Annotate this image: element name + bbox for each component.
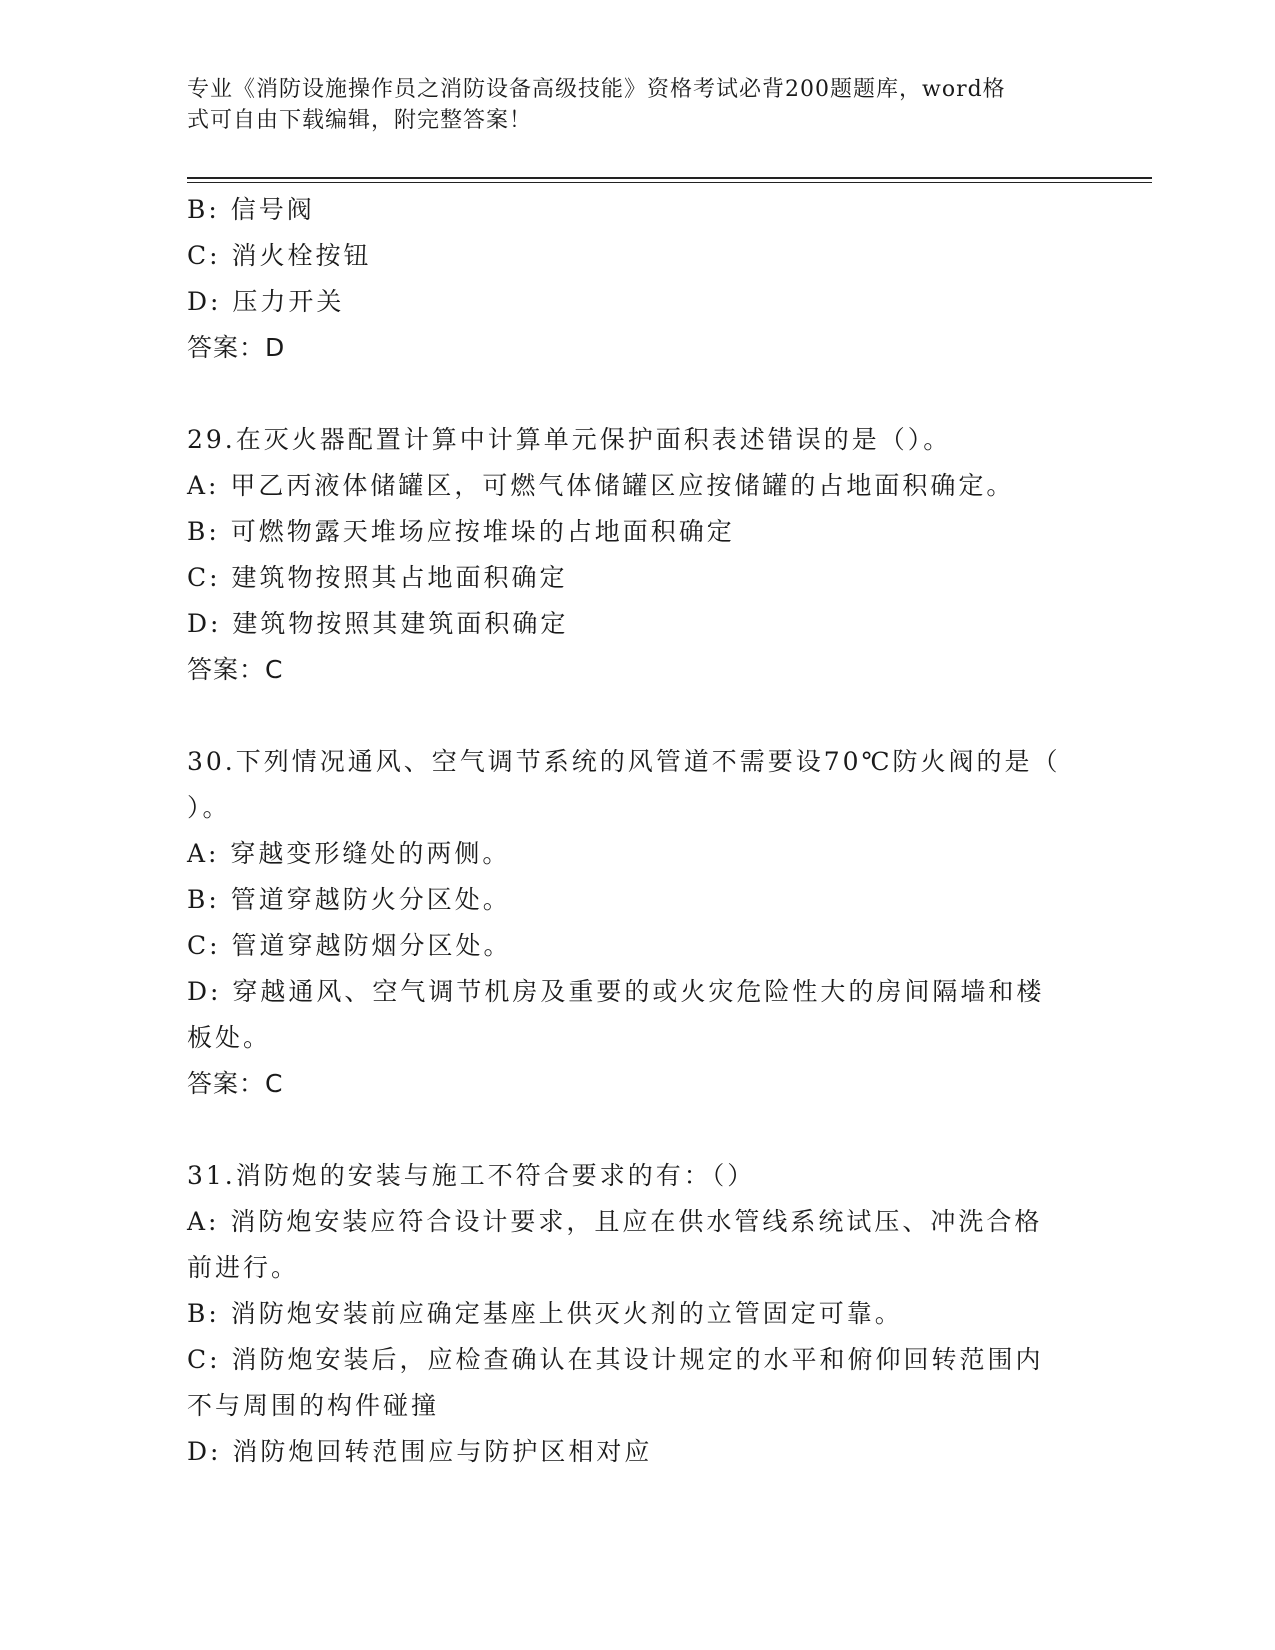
header-rule-thick	[187, 177, 1152, 179]
option-b: B: 消防炮安装前应确定基座上供灭火剂的立管固定可靠。	[187, 1299, 903, 1328]
document-header	[187, 74, 1067, 136]
option-c: C: 消防炮安装后，应检查确认在其设计规定的水平和俯仰回转范围内	[187, 1345, 1044, 1374]
header-line-1: 专业《消防设施操作员之消防设备高级技能》资格考试必背200题题库，word格	[187, 77, 1006, 102]
question-text-cont: ）。	[187, 793, 231, 822]
option-d: D: 建筑物按照其建筑面积确定	[187, 609, 569, 638]
spacer	[187, 693, 1077, 739]
question-31	[187, 1153, 1077, 1475]
option-b: B: 信号阀	[187, 195, 315, 224]
spacer	[187, 371, 1077, 417]
header-line-2: 式可自由下载编辑，附完整答案！	[187, 108, 533, 133]
option-a: A: 消防炮安装应符合设计要求，且应在供水管线系统试压、冲洗合格	[187, 1207, 1043, 1236]
question-text: 30.下列情况通风、空气调节系统的风管道不需要设70℃防火阀的是（	[187, 747, 1061, 776]
question-29	[187, 417, 1077, 693]
question-text: 29.在灭火器配置计算中计算单元保护面积表述错误的是（）。	[187, 425, 952, 454]
question-30	[187, 739, 1077, 1107]
option-d: D: 穿越通风、空气调节机房及重要的或火灾危险性大的房间隔墙和楼	[187, 977, 1045, 1006]
answer: 答案：C	[187, 1069, 284, 1098]
option-a: A: 穿越变形缝处的两侧。	[187, 839, 511, 868]
option-c: C: 管道穿越防烟分区处。	[187, 931, 512, 960]
question-28-tail	[187, 187, 1077, 371]
option-c: C: 建筑物按照其占地面积确定	[187, 563, 568, 592]
header-rule-thin	[187, 182, 1152, 183]
option-a: A: 甲乙丙液体储罐区，可燃气体储罐区应按储罐的占地面积确定。	[187, 471, 1015, 500]
answer: 答案：D	[187, 333, 286, 362]
answer: 答案：C	[187, 655, 284, 684]
option-d: D: 压力开关	[187, 287, 345, 316]
option-c: C: 消火栓按钮	[187, 241, 372, 270]
question-text: 31.消防炮的安装与施工不符合要求的有：（）	[187, 1161, 756, 1190]
option-a-cont: 前进行。	[187, 1253, 300, 1282]
option-d: D: 消防炮回转范围应与防护区相对应	[187, 1437, 653, 1466]
option-d-cont: 板处。	[187, 1023, 272, 1052]
option-c-cont: 不与周围的构件碰撞	[187, 1391, 440, 1420]
question-list	[187, 187, 1077, 1475]
spacer	[187, 1107, 1077, 1153]
option-b: B: 管道穿越防火分区处。	[187, 885, 511, 914]
option-b: B: 可燃物露天堆场应按堆垛的占地面积确定	[187, 517, 735, 546]
